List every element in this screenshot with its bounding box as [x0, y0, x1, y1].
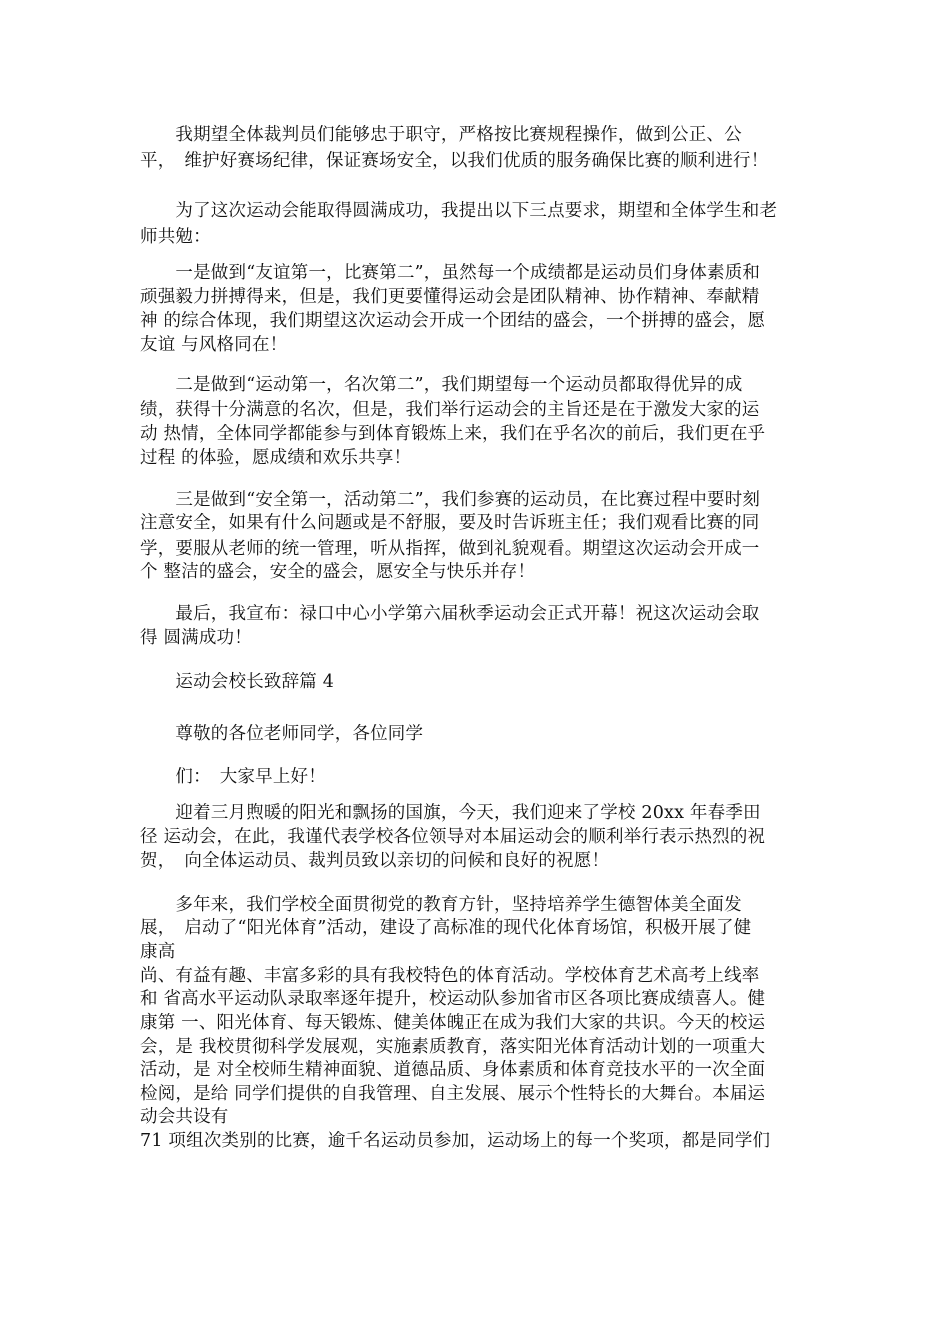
text-line: 师共勉： — [140, 227, 211, 247]
text-line: 检阅，是给 同学们提供的自我管理、自主发展、展示个性特长的大舞台。本届运 — [140, 1084, 766, 1104]
text-line: 一是做到“友谊第一，比赛第二”，虽然每一个成绩都是运动员们身体素质和 — [140, 263, 761, 283]
text-line: 和 省高水平运动队录取率逐年提升，校运动队参加省市区各项比赛成绩喜人。健 — [140, 989, 766, 1009]
text-line: 动 热情，全体同学都能参与到体育锻炼上来，我们在乎名次的前后，我们更在乎 — [140, 424, 766, 444]
text-line: 绩，获得十分满意的名次，但是，我们举行运动会的主旨还是在于激发大家的运 — [140, 400, 760, 420]
text-line: 三是做到“安全第一，活动第二”，我们参赛的运动员，在比赛过程中要时刻 — [140, 490, 761, 510]
text-line: 71 项组次类别的比赛，逾千名运动员参加，运动场上的每一个奖项，都是同学们 — [140, 1131, 771, 1151]
text-line: 为了这次运动会能取得圆满成功，我提出以下三点要求，期望和全体学生和老 — [140, 201, 778, 221]
text-line: 我期望全体裁判员们能够忠于职守，严格按比赛规程操作，做到公正、公 — [140, 125, 742, 145]
text-line: 尚、有益有趣、丰富多彩的具有我校特色的体育活动。学校体育艺术高考上线率 — [140, 966, 760, 986]
text-line: 康第 一、阳光体育、每天锻炼、健美体魄正在成为我们大家的共识。今天的校运 — [140, 1013, 766, 1033]
text-line: 活动，是 对全校师生精神面貌、道德品质、身体素质和体育竞技水平的一次全面 — [140, 1060, 766, 1080]
text-line: 展， 启动了“阳光体育”活动，建设了高标准的现代化体育场馆，积极开展了健 — [140, 918, 752, 938]
text-line: 最后，我宣布：禄口中心小学第六届秋季运动会正式开幕！祝这次运动会取 — [140, 604, 760, 624]
text-line: 动会共设有 — [140, 1107, 229, 1127]
text-line: 顽强毅力拼搏得来，但是，我们更要懂得运动会是团队精神、协作精神、奉献精 — [140, 287, 760, 307]
text-line: 友谊 与风格同在！ — [140, 335, 288, 355]
section-heading: 运动会校长致辞篇 4 — [140, 672, 335, 692]
text-line: 注意安全，如果有什么问题或是不舒服，要及时告诉班主任；我们观看比赛的同 — [140, 513, 760, 533]
text-line: 过程 的体验，愿成绩和欢乐共享！ — [140, 448, 412, 468]
text-line: 个 整洁的盛会，安全的盛会，愿安全与快乐并存！ — [140, 562, 536, 582]
text-line: 二是做到“运动第一，名次第二”，我们期望每一个运动员都取得优异的成 — [140, 375, 743, 395]
text-line: 迎着三月煦暖的阳光和飘扬的国旗，今天，我们迎来了学校 20xx 年春季田 — [140, 803, 761, 823]
text-line: 学，要服从老师的统一管理，听从指挥，做到礼貌观看。期望这次运动会开成一 — [140, 539, 760, 559]
text-line: 神 的综合体现，我们期望这次运动会开成一个团结的盛会，一个拼搏的盛会，愿 — [140, 311, 766, 331]
text-line: 多年来，我们学校全面贯彻党的教育方针，坚持培养学生德智体美全面发 — [140, 895, 742, 915]
text-line: 平， 维护好赛场纪律，保证赛场安全，以我们优质的服务确保比赛的顺利进行！ — [140, 151, 769, 171]
text-line: 们： 大家早上好！ — [140, 767, 326, 787]
text-line: 会，是 我校贯彻科学发展观，实施素质教育，落实阳光体育活动计划的一项重大 — [140, 1037, 766, 1057]
text-line: 尊敬的各位老师同学，各位同学 — [140, 724, 424, 744]
text-line: 贺， 向全体运动员、裁判员致以亲切的问候和良好的祝愿！ — [140, 851, 610, 871]
text-line: 径 运动会，在此，我谨代表学校各位领导对本届运动会的顺利举行表示热烈的祝 — [140, 827, 766, 847]
text-line: 康高 — [140, 942, 176, 962]
text-line: 得 圆满成功！ — [140, 628, 252, 648]
